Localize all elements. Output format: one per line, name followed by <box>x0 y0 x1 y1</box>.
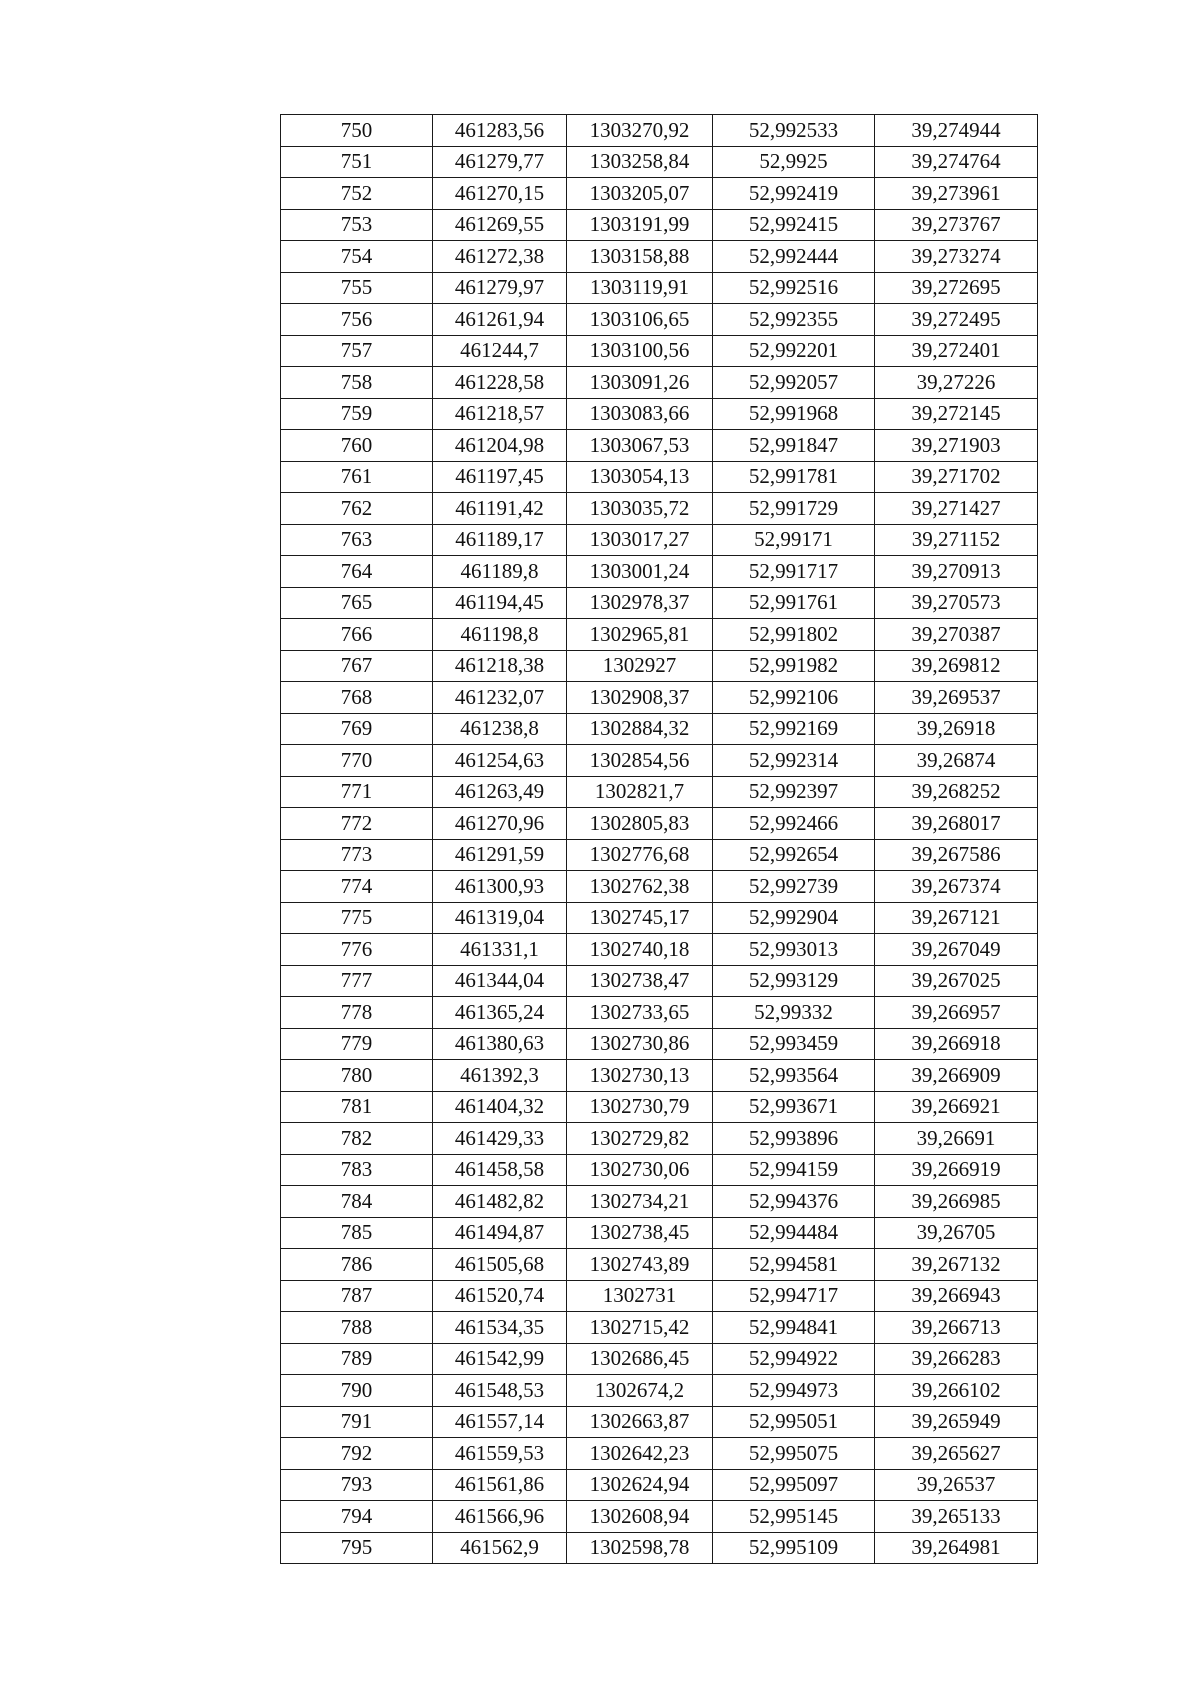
x-coordinate-cell: 461263,49 <box>433 776 567 808</box>
longitude-cell: 39,266985 <box>875 1186 1038 1218</box>
y-coordinate-cell: 1302730,06 <box>567 1154 713 1186</box>
longitude-cell: 39,266921 <box>875 1091 1038 1123</box>
point-number-cell: 756 <box>281 304 433 336</box>
longitude-cell: 39,267586 <box>875 839 1038 871</box>
x-coordinate-cell: 461279,97 <box>433 272 567 304</box>
y-coordinate-cell: 1302674,2 <box>567 1375 713 1407</box>
point-number-cell: 771 <box>281 776 433 808</box>
x-coordinate-cell: 461191,42 <box>433 493 567 525</box>
y-coordinate-cell: 1302978,37 <box>567 587 713 619</box>
latitude-cell: 52,992419 <box>713 178 875 210</box>
x-coordinate-cell: 461238,8 <box>433 713 567 745</box>
longitude-cell: 39,267132 <box>875 1249 1038 1281</box>
y-coordinate-cell: 1302805,83 <box>567 808 713 840</box>
longitude-cell: 39,26874 <box>875 745 1038 777</box>
y-coordinate-cell: 1302715,42 <box>567 1312 713 1344</box>
y-coordinate-cell: 1303258,84 <box>567 146 713 178</box>
x-coordinate-cell: 461534,35 <box>433 1312 567 1344</box>
point-number-cell: 764 <box>281 556 433 588</box>
latitude-cell: 52,991781 <box>713 461 875 493</box>
y-coordinate-cell: 1303035,72 <box>567 493 713 525</box>
latitude-cell: 52,992314 <box>713 745 875 777</box>
latitude-cell: 52,994581 <box>713 1249 875 1281</box>
x-coordinate-cell: 461542,99 <box>433 1343 567 1375</box>
y-coordinate-cell: 1302762,38 <box>567 871 713 903</box>
x-coordinate-cell: 461279,77 <box>433 146 567 178</box>
longitude-cell: 39,26918 <box>875 713 1038 745</box>
point-number-cell: 773 <box>281 839 433 871</box>
table-row <box>281 1091 1038 1123</box>
latitude-cell: 52,992415 <box>713 209 875 241</box>
x-coordinate-cell: 461548,53 <box>433 1375 567 1407</box>
longitude-cell: 39,273767 <box>875 209 1038 241</box>
table-row <box>281 1186 1038 1218</box>
x-coordinate-cell: 461204,98 <box>433 430 567 462</box>
point-number-cell: 757 <box>281 335 433 367</box>
point-number-cell: 760 <box>281 430 433 462</box>
latitude-cell: 52,991968 <box>713 398 875 430</box>
latitude-cell: 52,995051 <box>713 1406 875 1438</box>
y-coordinate-cell: 1302730,79 <box>567 1091 713 1123</box>
point-number-cell: 792 <box>281 1438 433 1470</box>
longitude-cell: 39,271152 <box>875 524 1038 556</box>
point-number-cell: 753 <box>281 209 433 241</box>
x-coordinate-cell: 461566,96 <box>433 1501 567 1533</box>
y-coordinate-cell: 1303067,53 <box>567 430 713 462</box>
latitude-cell: 52,992466 <box>713 808 875 840</box>
x-coordinate-cell: 461300,93 <box>433 871 567 903</box>
latitude-cell: 52,994973 <box>713 1375 875 1407</box>
point-number-cell: 788 <box>281 1312 433 1344</box>
longitude-cell: 39,266283 <box>875 1343 1038 1375</box>
longitude-cell: 39,273961 <box>875 178 1038 210</box>
latitude-cell: 52,991802 <box>713 619 875 651</box>
latitude-cell: 52,994717 <box>713 1280 875 1312</box>
longitude-cell: 39,265133 <box>875 1501 1038 1533</box>
table-row <box>281 934 1038 966</box>
latitude-cell: 52,991729 <box>713 493 875 525</box>
x-coordinate-cell: 461218,38 <box>433 650 567 682</box>
point-number-cell: 786 <box>281 1249 433 1281</box>
longitude-cell: 39,272401 <box>875 335 1038 367</box>
x-coordinate-cell: 461261,94 <box>433 304 567 336</box>
latitude-cell: 52,994922 <box>713 1343 875 1375</box>
point-number-cell: 767 <box>281 650 433 682</box>
point-number-cell: 790 <box>281 1375 433 1407</box>
x-coordinate-cell: 461392,3 <box>433 1060 567 1092</box>
table-row <box>281 808 1038 840</box>
latitude-cell: 52,99171 <box>713 524 875 556</box>
y-coordinate-cell: 1302821,7 <box>567 776 713 808</box>
y-coordinate-cell: 1303001,24 <box>567 556 713 588</box>
longitude-cell: 39,270913 <box>875 556 1038 588</box>
table-row <box>281 461 1038 493</box>
y-coordinate-cell: 1302731 <box>567 1280 713 1312</box>
table-row <box>281 1280 1038 1312</box>
latitude-cell: 52,992533 <box>713 115 875 147</box>
point-number-cell: 765 <box>281 587 433 619</box>
table-row <box>281 304 1038 336</box>
longitude-cell: 39,272145 <box>875 398 1038 430</box>
longitude-cell: 39,269812 <box>875 650 1038 682</box>
y-coordinate-cell: 1302608,94 <box>567 1501 713 1533</box>
y-coordinate-cell: 1302733,65 <box>567 997 713 1029</box>
longitude-cell: 39,265949 <box>875 1406 1038 1438</box>
point-number-cell: 750 <box>281 115 433 147</box>
y-coordinate-cell: 1302624,94 <box>567 1469 713 1501</box>
y-coordinate-cell: 1302738,47 <box>567 965 713 997</box>
x-coordinate-cell: 461559,53 <box>433 1438 567 1470</box>
latitude-cell: 52,991717 <box>713 556 875 588</box>
table-row <box>281 682 1038 714</box>
y-coordinate-cell: 1303083,66 <box>567 398 713 430</box>
x-coordinate-cell: 461344,04 <box>433 965 567 997</box>
point-number-cell: 776 <box>281 934 433 966</box>
point-number-cell: 763 <box>281 524 433 556</box>
longitude-cell: 39,267121 <box>875 902 1038 934</box>
latitude-cell: 52,992057 <box>713 367 875 399</box>
coordinates-table <box>280 114 1038 1564</box>
x-coordinate-cell: 461520,74 <box>433 1280 567 1312</box>
y-coordinate-cell: 1302730,86 <box>567 1028 713 1060</box>
longitude-cell: 39,266943 <box>875 1280 1038 1312</box>
table-row <box>281 650 1038 682</box>
point-number-cell: 793 <box>281 1469 433 1501</box>
y-coordinate-cell: 1302738,45 <box>567 1217 713 1249</box>
table-row <box>281 1375 1038 1407</box>
latitude-cell: 52,993013 <box>713 934 875 966</box>
table-row <box>281 902 1038 934</box>
table-row <box>281 1469 1038 1501</box>
latitude-cell: 52,992169 <box>713 713 875 745</box>
longitude-cell: 39,267374 <box>875 871 1038 903</box>
y-coordinate-cell: 1302663,87 <box>567 1406 713 1438</box>
y-coordinate-cell: 1302965,81 <box>567 619 713 651</box>
x-coordinate-cell: 461254,63 <box>433 745 567 777</box>
point-number-cell: 787 <box>281 1280 433 1312</box>
latitude-cell: 52,995075 <box>713 1438 875 1470</box>
longitude-cell: 39,267049 <box>875 934 1038 966</box>
longitude-cell: 39,270573 <box>875 587 1038 619</box>
y-coordinate-cell: 1303158,88 <box>567 241 713 273</box>
latitude-cell: 52,995109 <box>713 1532 875 1564</box>
longitude-cell: 39,266102 <box>875 1375 1038 1407</box>
table-row <box>281 115 1038 147</box>
x-coordinate-cell: 461291,59 <box>433 839 567 871</box>
y-coordinate-cell: 1302884,32 <box>567 713 713 745</box>
table-row <box>281 556 1038 588</box>
longitude-cell: 39,269537 <box>875 682 1038 714</box>
latitude-cell: 52,995145 <box>713 1501 875 1533</box>
longitude-cell: 39,271903 <box>875 430 1038 462</box>
longitude-cell: 39,264981 <box>875 1532 1038 1564</box>
table-row <box>281 1249 1038 1281</box>
y-coordinate-cell: 1302598,78 <box>567 1532 713 1564</box>
point-number-cell: 780 <box>281 1060 433 1092</box>
table-row <box>281 398 1038 430</box>
point-number-cell: 751 <box>281 146 433 178</box>
point-number-cell: 761 <box>281 461 433 493</box>
y-coordinate-cell: 1302729,82 <box>567 1123 713 1155</box>
table-row <box>281 713 1038 745</box>
latitude-cell: 52,994159 <box>713 1154 875 1186</box>
latitude-cell: 52,993896 <box>713 1123 875 1155</box>
y-coordinate-cell: 1302743,89 <box>567 1249 713 1281</box>
x-coordinate-cell: 461194,45 <box>433 587 567 619</box>
table-row <box>281 146 1038 178</box>
longitude-cell: 39,265627 <box>875 1438 1038 1470</box>
x-coordinate-cell: 461189,17 <box>433 524 567 556</box>
point-number-cell: 754 <box>281 241 433 273</box>
y-coordinate-cell: 1302734,21 <box>567 1186 713 1218</box>
table-row <box>281 1312 1038 1344</box>
longitude-cell: 39,273274 <box>875 241 1038 273</box>
point-number-cell: 782 <box>281 1123 433 1155</box>
x-coordinate-cell: 461270,96 <box>433 808 567 840</box>
table-row <box>281 1406 1038 1438</box>
x-coordinate-cell: 461244,7 <box>433 335 567 367</box>
y-coordinate-cell: 1302927 <box>567 650 713 682</box>
longitude-cell: 39,270387 <box>875 619 1038 651</box>
y-coordinate-cell: 1303017,27 <box>567 524 713 556</box>
y-coordinate-cell: 1303270,92 <box>567 115 713 147</box>
latitude-cell: 52,9925 <box>713 146 875 178</box>
point-number-cell: 772 <box>281 808 433 840</box>
y-coordinate-cell: 1303091,26 <box>567 367 713 399</box>
table-row <box>281 178 1038 210</box>
table-row <box>281 619 1038 651</box>
latitude-cell: 52,992106 <box>713 682 875 714</box>
y-coordinate-cell: 1302686,45 <box>567 1343 713 1375</box>
longitude-cell: 39,271427 <box>875 493 1038 525</box>
point-number-cell: 789 <box>281 1343 433 1375</box>
x-coordinate-cell: 461494,87 <box>433 1217 567 1249</box>
point-number-cell: 775 <box>281 902 433 934</box>
x-coordinate-cell: 461562,9 <box>433 1532 567 1564</box>
longitude-cell: 39,27226 <box>875 367 1038 399</box>
longitude-cell: 39,272695 <box>875 272 1038 304</box>
table-row <box>281 839 1038 871</box>
point-number-cell: 762 <box>281 493 433 525</box>
point-number-cell: 758 <box>281 367 433 399</box>
table-row <box>281 241 1038 273</box>
longitude-cell: 39,26691 <box>875 1123 1038 1155</box>
latitude-cell: 52,991847 <box>713 430 875 462</box>
latitude-cell: 52,994376 <box>713 1186 875 1218</box>
table-row <box>281 493 1038 525</box>
longitude-cell: 39,274764 <box>875 146 1038 178</box>
latitude-cell: 52,992444 <box>713 241 875 273</box>
x-coordinate-cell: 461561,86 <box>433 1469 567 1501</box>
longitude-cell: 39,268252 <box>875 776 1038 808</box>
point-number-cell: 755 <box>281 272 433 304</box>
table-row <box>281 1217 1038 1249</box>
x-coordinate-cell: 461283,56 <box>433 115 567 147</box>
x-coordinate-cell: 461557,14 <box>433 1406 567 1438</box>
point-number-cell: 768 <box>281 682 433 714</box>
point-number-cell: 783 <box>281 1154 433 1186</box>
table-row <box>281 1154 1038 1186</box>
x-coordinate-cell: 461404,32 <box>433 1091 567 1123</box>
x-coordinate-cell: 461197,45 <box>433 461 567 493</box>
table-row <box>281 335 1038 367</box>
x-coordinate-cell: 461189,8 <box>433 556 567 588</box>
longitude-cell: 39,274944 <box>875 115 1038 147</box>
latitude-cell: 52,992739 <box>713 871 875 903</box>
longitude-cell: 39,271702 <box>875 461 1038 493</box>
x-coordinate-cell: 461505,68 <box>433 1249 567 1281</box>
y-coordinate-cell: 1303191,99 <box>567 209 713 241</box>
table-row <box>281 1532 1038 1564</box>
longitude-cell: 39,266918 <box>875 1028 1038 1060</box>
point-number-cell: 781 <box>281 1091 433 1123</box>
longitude-cell: 39,266919 <box>875 1154 1038 1186</box>
table-row <box>281 209 1038 241</box>
y-coordinate-cell: 1302776,68 <box>567 839 713 871</box>
x-coordinate-cell: 461458,58 <box>433 1154 567 1186</box>
latitude-cell: 52,993129 <box>713 965 875 997</box>
table-row <box>281 587 1038 619</box>
table-row <box>281 997 1038 1029</box>
point-number-cell: 759 <box>281 398 433 430</box>
longitude-cell: 39,26537 <box>875 1469 1038 1501</box>
x-coordinate-cell: 461482,82 <box>433 1186 567 1218</box>
point-number-cell: 795 <box>281 1532 433 1564</box>
x-coordinate-cell: 461365,24 <box>433 997 567 1029</box>
latitude-cell: 52,994484 <box>713 1217 875 1249</box>
x-coordinate-cell: 461429,33 <box>433 1123 567 1155</box>
latitude-cell: 52,992904 <box>713 902 875 934</box>
point-number-cell: 774 <box>281 871 433 903</box>
longitude-cell: 39,268017 <box>875 808 1038 840</box>
x-coordinate-cell: 461270,15 <box>433 178 567 210</box>
coordinates-table-body <box>281 115 1038 1564</box>
latitude-cell: 52,993671 <box>713 1091 875 1123</box>
x-coordinate-cell: 461218,57 <box>433 398 567 430</box>
table-row <box>281 871 1038 903</box>
table-row <box>281 965 1038 997</box>
table-row <box>281 524 1038 556</box>
y-coordinate-cell: 1303106,65 <box>567 304 713 336</box>
y-coordinate-cell: 1303100,56 <box>567 335 713 367</box>
point-number-cell: 784 <box>281 1186 433 1218</box>
latitude-cell: 52,992516 <box>713 272 875 304</box>
latitude-cell: 52,991982 <box>713 650 875 682</box>
longitude-cell: 39,26705 <box>875 1217 1038 1249</box>
table-row <box>281 776 1038 808</box>
y-coordinate-cell: 1302854,56 <box>567 745 713 777</box>
table-row <box>281 1028 1038 1060</box>
point-number-cell: 791 <box>281 1406 433 1438</box>
longitude-cell: 39,266909 <box>875 1060 1038 1092</box>
point-number-cell: 778 <box>281 997 433 1029</box>
latitude-cell: 52,992397 <box>713 776 875 808</box>
table-row <box>281 1343 1038 1375</box>
table-row <box>281 430 1038 462</box>
table-row <box>281 745 1038 777</box>
longitude-cell: 39,267025 <box>875 965 1038 997</box>
y-coordinate-cell: 1302642,23 <box>567 1438 713 1470</box>
x-coordinate-cell: 461331,1 <box>433 934 567 966</box>
y-coordinate-cell: 1303205,07 <box>567 178 713 210</box>
y-coordinate-cell: 1302740,18 <box>567 934 713 966</box>
point-number-cell: 777 <box>281 965 433 997</box>
latitude-cell: 52,993459 <box>713 1028 875 1060</box>
latitude-cell: 52,992355 <box>713 304 875 336</box>
point-number-cell: 770 <box>281 745 433 777</box>
table-row <box>281 1123 1038 1155</box>
x-coordinate-cell: 461232,07 <box>433 682 567 714</box>
longitude-cell: 39,272495 <box>875 304 1038 336</box>
x-coordinate-cell: 461228,58 <box>433 367 567 399</box>
table-row <box>281 1438 1038 1470</box>
table-row <box>281 367 1038 399</box>
latitude-cell: 52,992201 <box>713 335 875 367</box>
table-row <box>281 1501 1038 1533</box>
y-coordinate-cell: 1302730,13 <box>567 1060 713 1092</box>
latitude-cell: 52,995097 <box>713 1469 875 1501</box>
latitude-cell: 52,992654 <box>713 839 875 871</box>
longitude-cell: 39,266713 <box>875 1312 1038 1344</box>
y-coordinate-cell: 1303054,13 <box>567 461 713 493</box>
longitude-cell: 39,266957 <box>875 997 1038 1029</box>
point-number-cell: 779 <box>281 1028 433 1060</box>
table-row <box>281 272 1038 304</box>
y-coordinate-cell: 1302745,17 <box>567 902 713 934</box>
point-number-cell: 752 <box>281 178 433 210</box>
latitude-cell: 52,99332 <box>713 997 875 1029</box>
x-coordinate-cell: 461380,63 <box>433 1028 567 1060</box>
latitude-cell: 52,993564 <box>713 1060 875 1092</box>
point-number-cell: 785 <box>281 1217 433 1249</box>
point-number-cell: 794 <box>281 1501 433 1533</box>
point-number-cell: 769 <box>281 713 433 745</box>
x-coordinate-cell: 461272,38 <box>433 241 567 273</box>
x-coordinate-cell: 461319,04 <box>433 902 567 934</box>
table-row <box>281 1060 1038 1092</box>
y-coordinate-cell: 1302908,37 <box>567 682 713 714</box>
point-number-cell: 766 <box>281 619 433 651</box>
latitude-cell: 52,994841 <box>713 1312 875 1344</box>
latitude-cell: 52,991761 <box>713 587 875 619</box>
y-coordinate-cell: 1303119,91 <box>567 272 713 304</box>
x-coordinate-cell: 461269,55 <box>433 209 567 241</box>
x-coordinate-cell: 461198,8 <box>433 619 567 651</box>
